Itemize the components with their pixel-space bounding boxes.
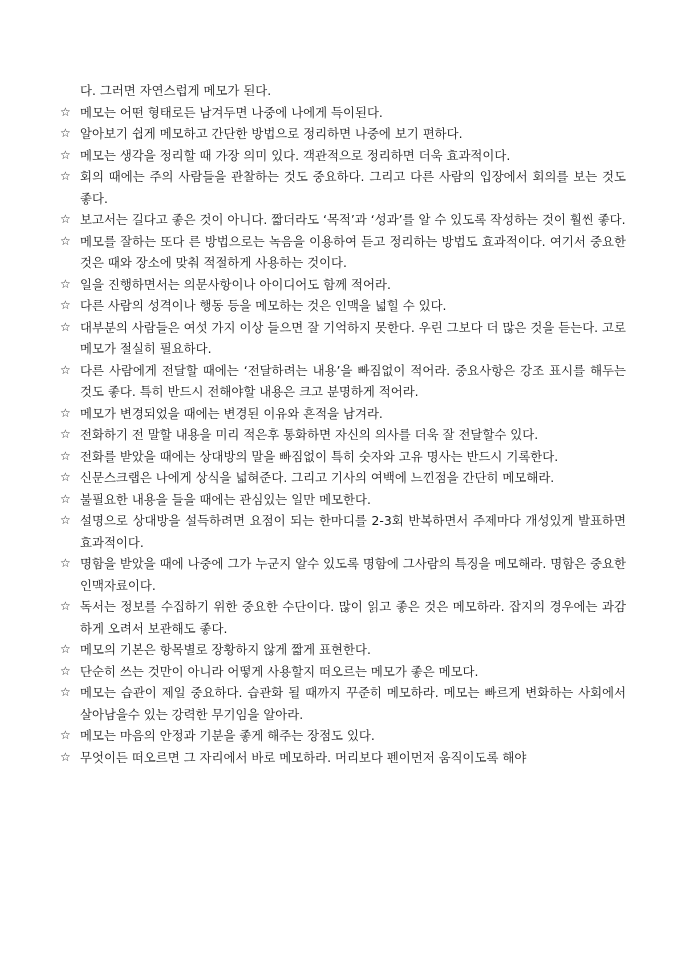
memo-tip-text: 메모의 기본은 항목별로 장황하지 않게 짧게 표현한다. — [80, 642, 371, 657]
memo-tip-text: 독서는 정보를 수집하기 위한 중요한 수단이다. 많이 읽고 좋은 것은 메모하라. 잡지의 경우에는 과감하게 오려서 보관해도 좋다. — [80, 599, 626, 636]
star-bullet-icon: ☆ — [60, 405, 71, 420]
star-bullet-icon: ☆ — [60, 233, 71, 248]
star-bullet-icon: ☆ — [60, 448, 71, 463]
memo-tip-text: 메모는 습관이 제일 중요하다. 습관화 될 때까지 꾸준히 메모하라. 메모는 빠르게 변화하는 사회에서 살아남을수 있는 강력한 무기임을 알아라. — [80, 685, 626, 722]
star-bullet-icon: ☆ — [60, 663, 71, 678]
memo-tip-item — [60, 510, 626, 553]
memo-tip-item — [60, 725, 626, 747]
memo-tip-text: 불필요한 내용을 들을 때에는 관심있는 일만 메모한다. — [80, 491, 371, 507]
memo-tip-item — [60, 209, 626, 231]
memo-tip-text: 대부분의 사람들은 여섯 가지 이상 들으면 잘 기억하지 못한다. 우린 그보다 더 많은 것을 듣는다. 고로 메모가 절실히 필요하다. — [80, 319, 626, 356]
star-bullet-icon: ☆ — [60, 599, 71, 613]
memo-tip-text: 다른 사람의 성격이나 행동 등을 메모하는 것은 인맥을 넓힐 수 있다. — [80, 298, 447, 313]
star-bullet-icon: ☆ — [60, 491, 71, 506]
star-bullet-icon: ☆ — [60, 685, 71, 699]
star-bullet-icon: ☆ — [60, 104, 71, 119]
star-bullet-icon: ☆ — [60, 169, 71, 183]
star-bullet-icon: ☆ — [60, 728, 71, 742]
memo-tip-item — [60, 145, 626, 167]
memo-tip-text: 단순히 쓰는 것만이 아니라 어떻게 사용할지 떠오르는 메모가 좋은 메모다. — [80, 663, 479, 679]
memo-tip-text: 전화를 받았을 때에는 상대방의 말을 빠짐없이 특히 숫자와 고유 명사는 반드시 기록한다. — [80, 448, 559, 464]
star-bullet-icon: ☆ — [60, 470, 71, 484]
memo-tip-item — [60, 295, 626, 317]
star-bullet-icon: ☆ — [60, 298, 71, 312]
memo-tip-text: 신문스크랩은 나에게 상식을 넓혀준다. 그리고 기사의 여백에 느낀점을 간단히 메모해라. — [80, 470, 555, 485]
memo-tip-text: 무엇이든 떠오르면 그 자리에서 바로 메모하라. 머리보다 펜이먼저 움직이도록 해야 — [80, 749, 527, 765]
memo-tip-item — [60, 489, 626, 511]
memo-tip-text: 전화하기 전 말할 내용을 미리 적은후 통화하면 자신의 의사를 더욱 잘 전달할수 있다. — [80, 427, 539, 442]
star-bullet-icon: ☆ — [60, 212, 71, 226]
memo-tip-text: 알아보기 쉽게 메모하고 간단한 방법으로 정리하면 나중에 보기 편하다. — [80, 126, 463, 141]
star-bullet-icon: ☆ — [60, 427, 71, 441]
memo-tip-item — [60, 682, 626, 725]
memo-tips-list — [60, 80, 626, 768]
memo-tip-item — [60, 467, 626, 489]
memo-tip-text: 메모는 생각을 정리할 때 가장 의미 있다. 객관적으로 정리하면 더욱 효과적이다. — [80, 147, 511, 163]
memo-tip-item — [60, 403, 626, 425]
memo-tip-item — [60, 639, 626, 661]
memo-tip-item — [60, 274, 626, 296]
memo-tip-item — [60, 317, 626, 360]
memo-tip-item — [60, 747, 626, 769]
memo-tip-text: 명함을 받았을 때에 나중에 그가 누군지 알수 있도록 명함에 그사람의 특징을 메모해라. 명함은 중요한 인맥자료이다. — [80, 556, 626, 593]
memo-tip-text: 다른 사람에게 전달할 때에는 ‘전달하려는 내용’을 빠짐없이 적어라. 중요사항은 강조 표시를 해두는 것도 좋다. 특히 반드시 전해야할 내용은 크고 분명하게 적어라. — [80, 362, 626, 399]
star-bullet-icon: ☆ — [60, 362, 71, 377]
memo-tip-text: 메모가 변경되었을 때에는 변경된 이유와 흔적을 남겨라. — [80, 405, 383, 421]
star-bullet-icon: ☆ — [60, 147, 71, 162]
star-bullet-icon: ☆ — [60, 749, 71, 764]
star-bullet-icon: ☆ — [60, 513, 71, 527]
star-bullet-icon: ☆ — [60, 319, 71, 334]
memo-tip-item — [60, 424, 626, 446]
memo-tip-item — [60, 596, 626, 639]
memo-tip-item — [60, 553, 626, 596]
memo-tip-text: 메모는 어떤 형태로든 남겨두면 나중에 나에게 득이된다. — [80, 104, 383, 120]
memo-tip-item — [60, 102, 626, 124]
memo-tip-text: 회의 때에는 주의 사람들을 관찰하는 것도 중요하다. 그리고 다른 사람의 입장에서 회의를 보는 것도 좋다. — [80, 169, 626, 206]
memo-tip-item — [60, 231, 626, 274]
star-bullet-icon: ☆ — [60, 556, 71, 570]
star-bullet-icon: ☆ — [60, 126, 71, 140]
star-bullet-icon: ☆ — [60, 642, 71, 656]
memo-tip-text: 보고서는 길다고 좋은 것이 아니다. 짧더라도 ‘목적’과 ‘성과’를 알 수 있도록 작성하는 것이 훨씬 좋다. — [80, 212, 626, 227]
memo-tip-text: 일을 진행하면서는 의문사항이나 아이디어도 함께 적어라. — [80, 276, 391, 292]
memo-tip-text: 설명으로 상대방을 설득하려면 요점이 되는 한마디를 2-3회 반복하면서 주제마다 개성있게 발표하면 효과적이다. — [80, 513, 626, 550]
memo-tip-text: 메모를 잘하는 또다 른 방법으로는 녹음을 이용하여 듣고 정리하는 방법도 효과적이다. 여기서 중요한 것은 때와 장소에 맞춰 적절하게 사용하는 것이다. — [80, 233, 626, 270]
memo-tip-item — [60, 661, 626, 683]
memo-tip-item — [60, 446, 626, 468]
intro-line: 다. 그러면 자연스럽게 메모가 된다. — [80, 83, 272, 98]
memo-tip-item — [60, 123, 626, 145]
memo-tip-item — [60, 166, 626, 209]
memo-tip-text: 메모는 마음의 안정과 기분을 좋게 해주는 장점도 있다. — [80, 728, 375, 743]
star-bullet-icon: ☆ — [60, 276, 71, 291]
memo-tip-item — [60, 360, 626, 403]
